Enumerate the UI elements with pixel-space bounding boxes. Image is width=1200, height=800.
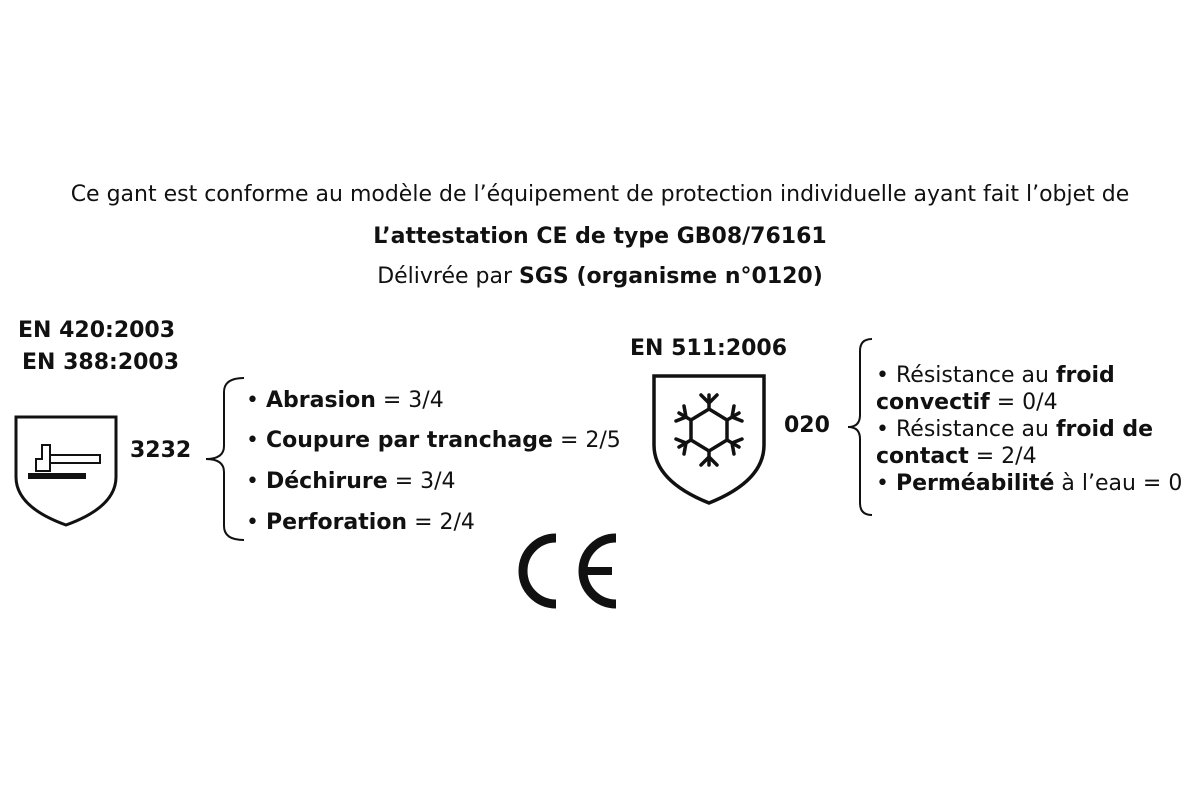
list-item (876, 390, 1058, 415)
attestation-text: L’attestation CE de type GB08/76161 (373, 224, 827, 249)
puncture-value: = 2/4 (407, 510, 475, 535)
abrasion-value: = 3/4 (375, 388, 444, 413)
list-item: • Abrasion = 3/4 (246, 388, 444, 413)
list-item: • Résistance au froid (876, 363, 1115, 388)
cut-value: = 2/5 (552, 428, 621, 453)
convective-label-b: convectif (876, 390, 990, 415)
contact-label-b: contact (876, 444, 969, 469)
water-label: Perméabilité (895, 471, 1055, 496)
cold-results (876, 363, 1196, 503)
contact-prefix: Résistance au (895, 417, 1056, 442)
list-item: • Perforation = 2/4 (246, 510, 475, 535)
hammer-shield-icon (14, 415, 118, 527)
tear-label: Déchirure (265, 469, 388, 494)
contact-value: = 2/4 (968, 444, 1037, 469)
list-item (876, 444, 1037, 469)
standard-en420: EN 420:2003 (18, 318, 176, 343)
water-value: à l’eau = 0 (1054, 471, 1183, 496)
list-item: • Coupure par tranchage = 2/5 (246, 428, 621, 453)
contact-label-a: froid de (1055, 417, 1154, 442)
attestation-title (0, 224, 1200, 249)
conformity-text: Ce gant est conforme au modèle de l’équipement de protection individuelle ayant fait l’objet de (70, 182, 1130, 207)
issuer-line (0, 264, 1200, 289)
snowflake-shield-icon (651, 373, 767, 505)
mechanical-code: 3232 (130, 438, 192, 463)
ce-mark-icon (524, 534, 620, 608)
conformity-statement (0, 182, 1200, 207)
cold-brace (844, 337, 874, 517)
cold-code: 020 (784, 413, 830, 438)
puncture-label: Perforation (265, 510, 408, 535)
tear-value: = 3/4 (387, 469, 456, 494)
list-item: • Déchirure = 3/4 (246, 469, 456, 494)
convective-prefix: Résistance au (895, 363, 1056, 388)
list-item: • Résistance au froid de (876, 417, 1154, 442)
convective-label-a: froid (1055, 363, 1115, 388)
issuer-name: SGS (organisme n°0120) (519, 264, 823, 289)
abrasion-label: Abrasion (265, 388, 376, 413)
cut-label: Coupure par tranchage (265, 428, 553, 453)
mechanical-brace (202, 376, 246, 542)
standard-en511: EN 511:2006 (630, 336, 788, 361)
list-item: • Perméabilité à l’eau = 0 (876, 471, 1183, 496)
standard-en388: EN 388:2003 (22, 350, 180, 375)
convective-value: = 0/4 (989, 390, 1058, 415)
issuer-prefix: Délivrée par (377, 264, 520, 289)
